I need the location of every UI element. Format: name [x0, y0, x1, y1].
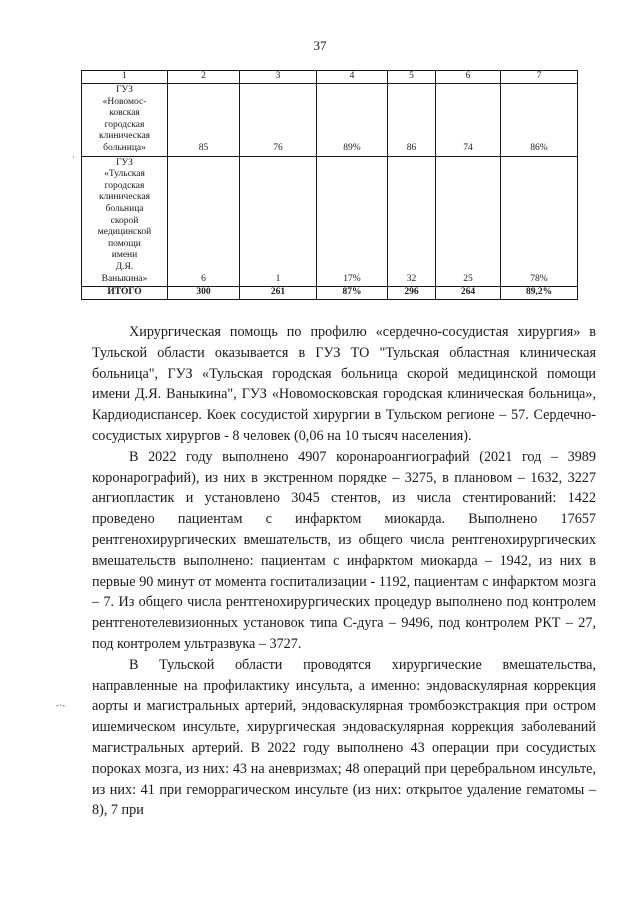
column-header: 4	[317, 71, 388, 84]
column-header: 1	[82, 71, 168, 84]
table-total-row	[82, 287, 578, 300]
page-number: 37	[313, 38, 327, 53]
total-cell: 300	[168, 287, 240, 300]
hospital-name-line: медицинской	[97, 227, 152, 238]
hospital-name-line: городская	[104, 119, 145, 130]
column-header: 5	[388, 71, 436, 84]
hospital-name-line: скорой	[110, 215, 139, 226]
table-cell: 86	[388, 84, 436, 157]
hospital-name-cell	[82, 156, 168, 287]
hospital-name-line: «Тульская	[104, 169, 145, 180]
total-cell: 87%	[317, 287, 388, 300]
hospital-name-line: ковская	[109, 108, 140, 119]
table-cell: 32	[388, 156, 436, 287]
total-cell: 89,2%	[501, 287, 578, 300]
hospital-name-cell	[82, 84, 168, 157]
hospital-name-line: городская	[104, 180, 145, 191]
hospital-name-line: больница	[105, 203, 144, 214]
hospital-name-line: клиническая	[98, 192, 151, 203]
table-cell: 1	[240, 156, 317, 287]
table-row	[82, 156, 578, 287]
total-label: ИТОГО	[82, 287, 168, 300]
margin-scribble-mark: -·-	[56, 700, 65, 710]
table-row	[82, 84, 578, 157]
hospital-name-line: Д.Я.	[115, 261, 134, 272]
statistics-table	[81, 70, 578, 300]
total-cell: 296	[388, 287, 436, 300]
table-cell: 76	[240, 84, 317, 157]
total-cell: 261	[240, 287, 317, 300]
table-cell: 25	[436, 156, 501, 287]
body-paragraph: В Тульской области проводятся хирургические вмешательства, направленные на профилактику инсульта, а именно: эндоваскулярная коррекция аорты и магистральных артерий, эндоваскулярная тромбоэкстракция при остром ишемическом инсульте, хирургическая эндоваскулярная коррекция заболеваний магистральных артерий. В 2022 году выполнено 43 операции при сосудистых пороках мозга, из них: 43 на аневризмах; 48 операций при церебральном инсульте, из них: 41 при геморрагическом инсульте (из них: открытое удаление гематомы – 8), 7 при	[92, 656, 596, 819]
table-cell: 74	[436, 84, 501, 157]
hospital-name-line: больница»	[103, 142, 146, 153]
body-paragraph: В 2022 году выполнено 4907 коронароангиографий (2021 год – 3989 коронарографий), из них в экстренном порядке – 3275, в плановом – 1632, 3227 ангиопластик и установлено 3045 стентов, из числа стентирований: 1422 проведено пациентам с инфарктом миокарда. Выполнено 17657 рентгенохирургических вмешательств, из общего числа рентгенохирургических вмешательств выполнено: пациентам с инфарктом миокарда – 1942, из них в первые 90 минут от момента госпитализации - 1192, пациентам с инфарктом мозга – 7. Из общего числа рентгенохирургических процедур выполнено под контролем рентгенотелевизионных установок типа С-дуга – 9496, под контролем РКТ – 27, под контролем ультразвука – 3727.	[92, 448, 596, 652]
table-cell: 86%	[501, 84, 578, 157]
hospital-name-line: помощи	[108, 238, 141, 249]
hospital-name-line: Ваныкина»	[101, 273, 148, 284]
table-cell: 78%	[501, 156, 578, 287]
table-header-row	[82, 71, 578, 84]
document-body	[92, 322, 596, 821]
hospital-name-line: ГУЗ	[116, 157, 133, 168]
column-header: 6	[436, 71, 501, 84]
hospital-name-line: «Новомос-	[102, 96, 147, 107]
table-cell: 85	[168, 84, 240, 157]
column-header: 2	[168, 71, 240, 84]
column-header: 3	[240, 71, 317, 84]
total-cell: 264	[436, 287, 501, 300]
table-cell: 17%	[317, 156, 388, 287]
body-paragraph: Хирургическая помощь по профилю «сердечно-сосудистая хирургия» в Тульской области оказывается в ГУЗ ТО "Тульская областная клиническая больница", ГУЗ «Тульская городская больница скорой медицинской помощи имени Д.Я. Ваныкина", ГУЗ «Новомосковская городская клиническая больница», Кардиодиспансер. Коек сосудистой хирургии в Тульском регионе – 57. Сердечно-сосудистых хирургов - 8 человек (0,06 на 10 тысяч населения).	[92, 324, 596, 444]
hospital-name-line: имени	[111, 250, 138, 261]
table-cell: 89%	[317, 84, 388, 157]
table-cell: 6	[168, 156, 240, 287]
hospital-name-line: ГУЗ	[116, 85, 133, 95]
column-header: 7	[501, 71, 578, 84]
margin-dot-mark: ·	[72, 152, 75, 162]
hospital-name-line: клиническая	[98, 131, 151, 142]
